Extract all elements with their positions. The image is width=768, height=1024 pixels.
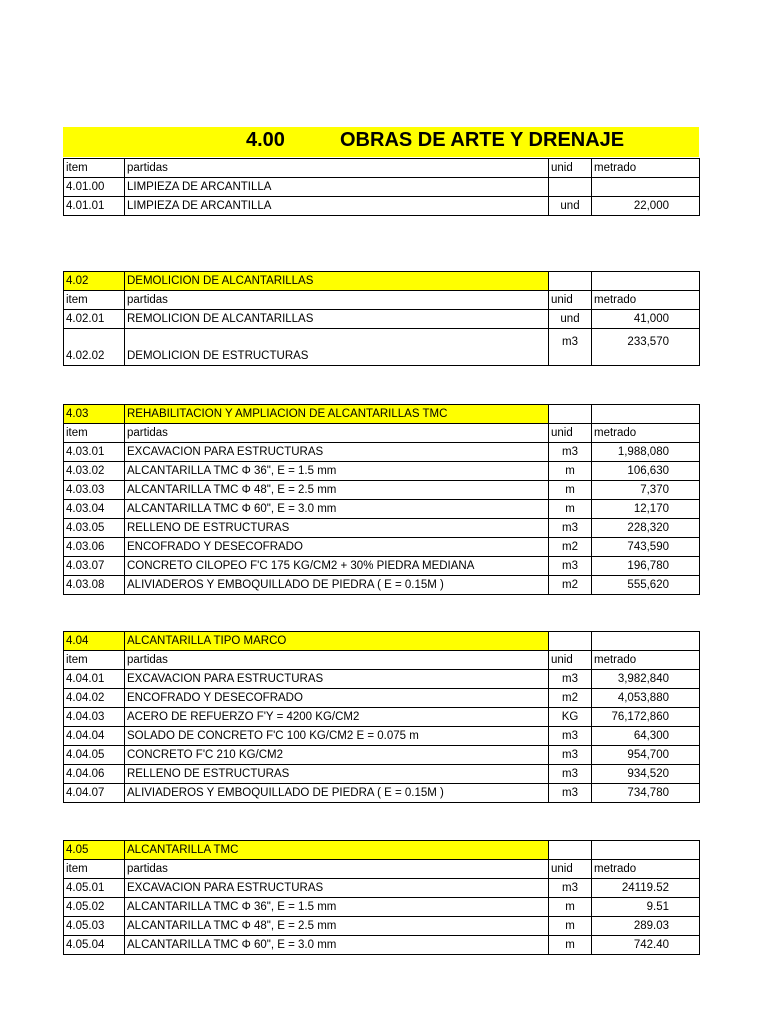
table-row	[64, 746, 700, 765]
section-title: REHABILITACION Y AMPLIACION DE ALCANTARILLAS TMC	[125, 405, 549, 424]
item-code: 4.04.01	[64, 670, 125, 689]
item-code: 4.04.07	[64, 784, 125, 803]
table-row	[64, 689, 700, 708]
item-code: 4.02.01	[64, 310, 125, 329]
header-item: item	[64, 860, 125, 879]
table-4-04	[63, 631, 700, 803]
table-row	[64, 936, 700, 955]
item-unit: m	[549, 462, 592, 481]
item-code: 4.03.06	[64, 538, 125, 557]
header-metrado: metrado	[592, 424, 700, 443]
item-quantity: 64,300	[592, 727, 700, 746]
empty-cell	[549, 632, 592, 651]
item-unit: m2	[549, 538, 592, 557]
item-code: 4.01.00	[64, 178, 125, 197]
table-row	[64, 500, 700, 519]
table-row	[64, 879, 700, 898]
item-code: 4.03.03	[64, 481, 125, 500]
item-unit: m3	[549, 879, 592, 898]
item-code: 4.04.06	[64, 765, 125, 784]
header-item: item	[64, 291, 125, 310]
item-code: 4.03.04	[64, 500, 125, 519]
table-row	[64, 538, 700, 557]
item-unit: m3	[549, 784, 592, 803]
table-row	[64, 576, 700, 595]
item-unit: m3	[549, 746, 592, 765]
table-row	[64, 784, 700, 803]
item-description: ALIVIADEROS Y EMBOQUILLADO DE PIEDRA ( E = 0.15M )	[125, 784, 549, 803]
item-unit: m3	[549, 727, 592, 746]
item-quantity: 555,620	[592, 576, 700, 595]
column-header-row	[64, 860, 700, 879]
table-4-02	[63, 271, 700, 366]
item-quantity: 12,170	[592, 500, 700, 519]
item-description: ALIVIADEROS Y EMBOQUILLADO DE PIEDRA ( E = 0.15M )	[125, 576, 549, 595]
item-quantity: 289.03	[592, 917, 700, 936]
item-quantity: 9.51	[592, 898, 700, 917]
item-description: EXCAVACION PARA ESTRUCTURAS	[125, 879, 549, 898]
item-code: 4.05.01	[64, 879, 125, 898]
item-quantity: 1,988,080	[592, 443, 700, 462]
item-unit: m	[549, 500, 592, 519]
table-4-03	[63, 404, 700, 595]
empty-cell	[592, 841, 700, 860]
header-unid: unid	[549, 860, 592, 879]
item-code: 4.04.02	[64, 689, 125, 708]
header-metrado: metrado	[592, 291, 700, 310]
item-unit: m	[549, 936, 592, 955]
item-quantity: 196,780	[592, 557, 700, 576]
table-4-01	[63, 158, 700, 216]
header-unid: unid	[549, 424, 592, 443]
table-row	[64, 898, 700, 917]
table-row	[64, 178, 700, 197]
header-partidas: partidas	[125, 651, 549, 670]
header-metrado: metrado	[592, 860, 700, 879]
item-quantity: 742.40	[592, 936, 700, 955]
item-code: 4.04.04	[64, 727, 125, 746]
header-item: item	[64, 424, 125, 443]
table-row	[64, 557, 700, 576]
item-unit: KG	[549, 708, 592, 727]
header-partidas: partidas	[125, 860, 549, 879]
item-quantity: 22,000	[592, 197, 700, 216]
item-description: ALCANTARILLA TMC Φ 48", E = 2.5 mm	[125, 481, 549, 500]
empty-cell	[592, 405, 700, 424]
item-code: 4.01.01	[64, 197, 125, 216]
item-quantity: 106,630	[592, 462, 700, 481]
item-description: CONCRETO CILOPEO F'C 175 KG/CM2 + 30% PIEDRA MEDIANA	[125, 557, 549, 576]
empty-cell	[592, 272, 700, 291]
item-quantity: 24119.52	[592, 879, 700, 898]
section-title: ALCANTARILLA TMC	[125, 841, 549, 860]
item-description: REMOLICION DE ALCANTARILLAS	[125, 310, 549, 329]
table-row	[64, 443, 700, 462]
table-row	[64, 197, 700, 216]
item-description: RELLENO DE ESTRUCTURAS	[125, 519, 549, 538]
item-quantity: 743,590	[592, 538, 700, 557]
empty-cell	[592, 632, 700, 651]
item-quantity: 3,982,840	[592, 670, 700, 689]
table-row	[64, 462, 700, 481]
table-row	[64, 519, 700, 538]
item-unit: m	[549, 481, 592, 500]
table-row	[64, 310, 700, 329]
header-unid: unid	[549, 651, 592, 670]
item-code: 4.03.05	[64, 519, 125, 538]
item-code: 4.04.05	[64, 746, 125, 765]
item-code: 4.03.07	[64, 557, 125, 576]
item-unit: m	[549, 898, 592, 917]
section-title: ALCANTARILLA TIPO MARCO	[125, 632, 549, 651]
item-code: 4.04.03	[64, 708, 125, 727]
item-description: LIMPIEZA DE ARCANTILLA	[125, 178, 549, 197]
item-quantity: 76,172,860	[592, 708, 700, 727]
section-code: 4.04	[64, 632, 125, 651]
item-unit: m	[549, 917, 592, 936]
item-description: ALCANTARILLA TMC Φ 36", E = 1.5 mm	[125, 898, 549, 917]
section-header-row	[64, 841, 700, 860]
header-item: item	[64, 651, 125, 670]
empty-cell	[549, 841, 592, 860]
page-title: OBRAS DE ARTE Y DRENAJE	[340, 129, 625, 151]
item-description: ALCANTARILLA TMC Φ 60", E = 3.0 mm	[125, 500, 549, 519]
item-description: DEMOLICION DE ESTRUCTURAS	[125, 329, 549, 366]
item-description: ALCANTARILLA TMC Φ 60", E = 3.0 mm	[125, 936, 549, 955]
item-description: EXCAVACION PARA ESTRUCTURAS	[125, 443, 549, 462]
item-description: ACERO DE REFUERZO F'Y = 4200 KG/CM2	[125, 708, 549, 727]
item-code: 4.03.01	[64, 443, 125, 462]
header-unid: unid	[549, 291, 592, 310]
item-unit: und	[549, 197, 592, 216]
table-row	[64, 329, 700, 366]
section-code: 4.05	[64, 841, 125, 860]
item-quantity: 954,700	[592, 746, 700, 765]
item-unit: m2	[549, 689, 592, 708]
item-quantity: 41,000	[592, 310, 700, 329]
item-quantity: 4,053,880	[592, 689, 700, 708]
column-header-row	[64, 651, 700, 670]
item-unit: m3	[549, 329, 592, 366]
item-code: 4.05.03	[64, 917, 125, 936]
empty-cell	[549, 272, 592, 291]
item-description: ALCANTARILLA TMC Φ 36", E = 1.5 mm	[125, 462, 549, 481]
item-description: RELLENO DE ESTRUCTURAS	[125, 765, 549, 784]
header-unid: unid	[549, 159, 592, 178]
table-row	[64, 917, 700, 936]
item-description: ENCOFRADO Y DESECOFRADO	[125, 689, 549, 708]
item-unit: m3	[549, 443, 592, 462]
table-row	[64, 670, 700, 689]
header-partidas: partidas	[125, 424, 549, 443]
column-header-row	[64, 424, 700, 443]
item-quantity: 233,570	[592, 329, 700, 366]
item-description: CONCRETO F'C 210 KG/CM2	[125, 746, 549, 765]
item-code: 4.03.08	[64, 576, 125, 595]
item-description: EXCAVACION PARA ESTRUCTURAS	[125, 670, 549, 689]
item-unit: m3	[549, 557, 592, 576]
header-item: item	[64, 159, 125, 178]
item-unit: m3	[549, 519, 592, 538]
item-unit: und	[549, 310, 592, 329]
item-description: SOLADO DE CONCRETO F'C 100 KG/CM2 E = 0.075 m	[125, 727, 549, 746]
table-row	[64, 765, 700, 784]
table-4-05	[63, 840, 700, 955]
column-header-row	[64, 291, 700, 310]
header-partidas: partidas	[125, 159, 549, 178]
header-partidas: partidas	[125, 291, 549, 310]
column-header-row	[64, 159, 700, 178]
item-description: LIMPIEZA DE ARCANTILLA	[125, 197, 549, 216]
table-row	[64, 727, 700, 746]
section-header-row	[64, 632, 700, 651]
item-quantity: 734,780	[592, 784, 700, 803]
item-code: 4.05.04	[64, 936, 125, 955]
item-description: ENCOFRADO Y DESECOFRADO	[125, 538, 549, 557]
item-quantity: 228,320	[592, 519, 700, 538]
item-unit	[549, 178, 592, 197]
item-quantity: 934,520	[592, 765, 700, 784]
item-unit: m2	[549, 576, 592, 595]
section-title: DEMOLICION DE ALCANTARILLAS	[125, 272, 549, 291]
header-metrado: metrado	[592, 651, 700, 670]
section-number: 4.00	[246, 129, 285, 151]
item-quantity	[592, 178, 700, 197]
item-code: 4.02.02	[64, 329, 125, 366]
empty-cell	[549, 405, 592, 424]
section-header-row	[64, 405, 700, 424]
table-row	[64, 481, 700, 500]
header-metrado: metrado	[592, 159, 700, 178]
item-code: 4.03.02	[64, 462, 125, 481]
item-code: 4.05.02	[64, 898, 125, 917]
item-unit: m3	[549, 765, 592, 784]
item-quantity: 7,370	[592, 481, 700, 500]
item-description: ALCANTARILLA TMC Φ 48", E = 2.5 mm	[125, 917, 549, 936]
section-header-row	[64, 272, 700, 291]
section-code: 4.03	[64, 405, 125, 424]
table-row	[64, 708, 700, 727]
item-unit: m3	[549, 670, 592, 689]
section-code: 4.02	[64, 272, 125, 291]
